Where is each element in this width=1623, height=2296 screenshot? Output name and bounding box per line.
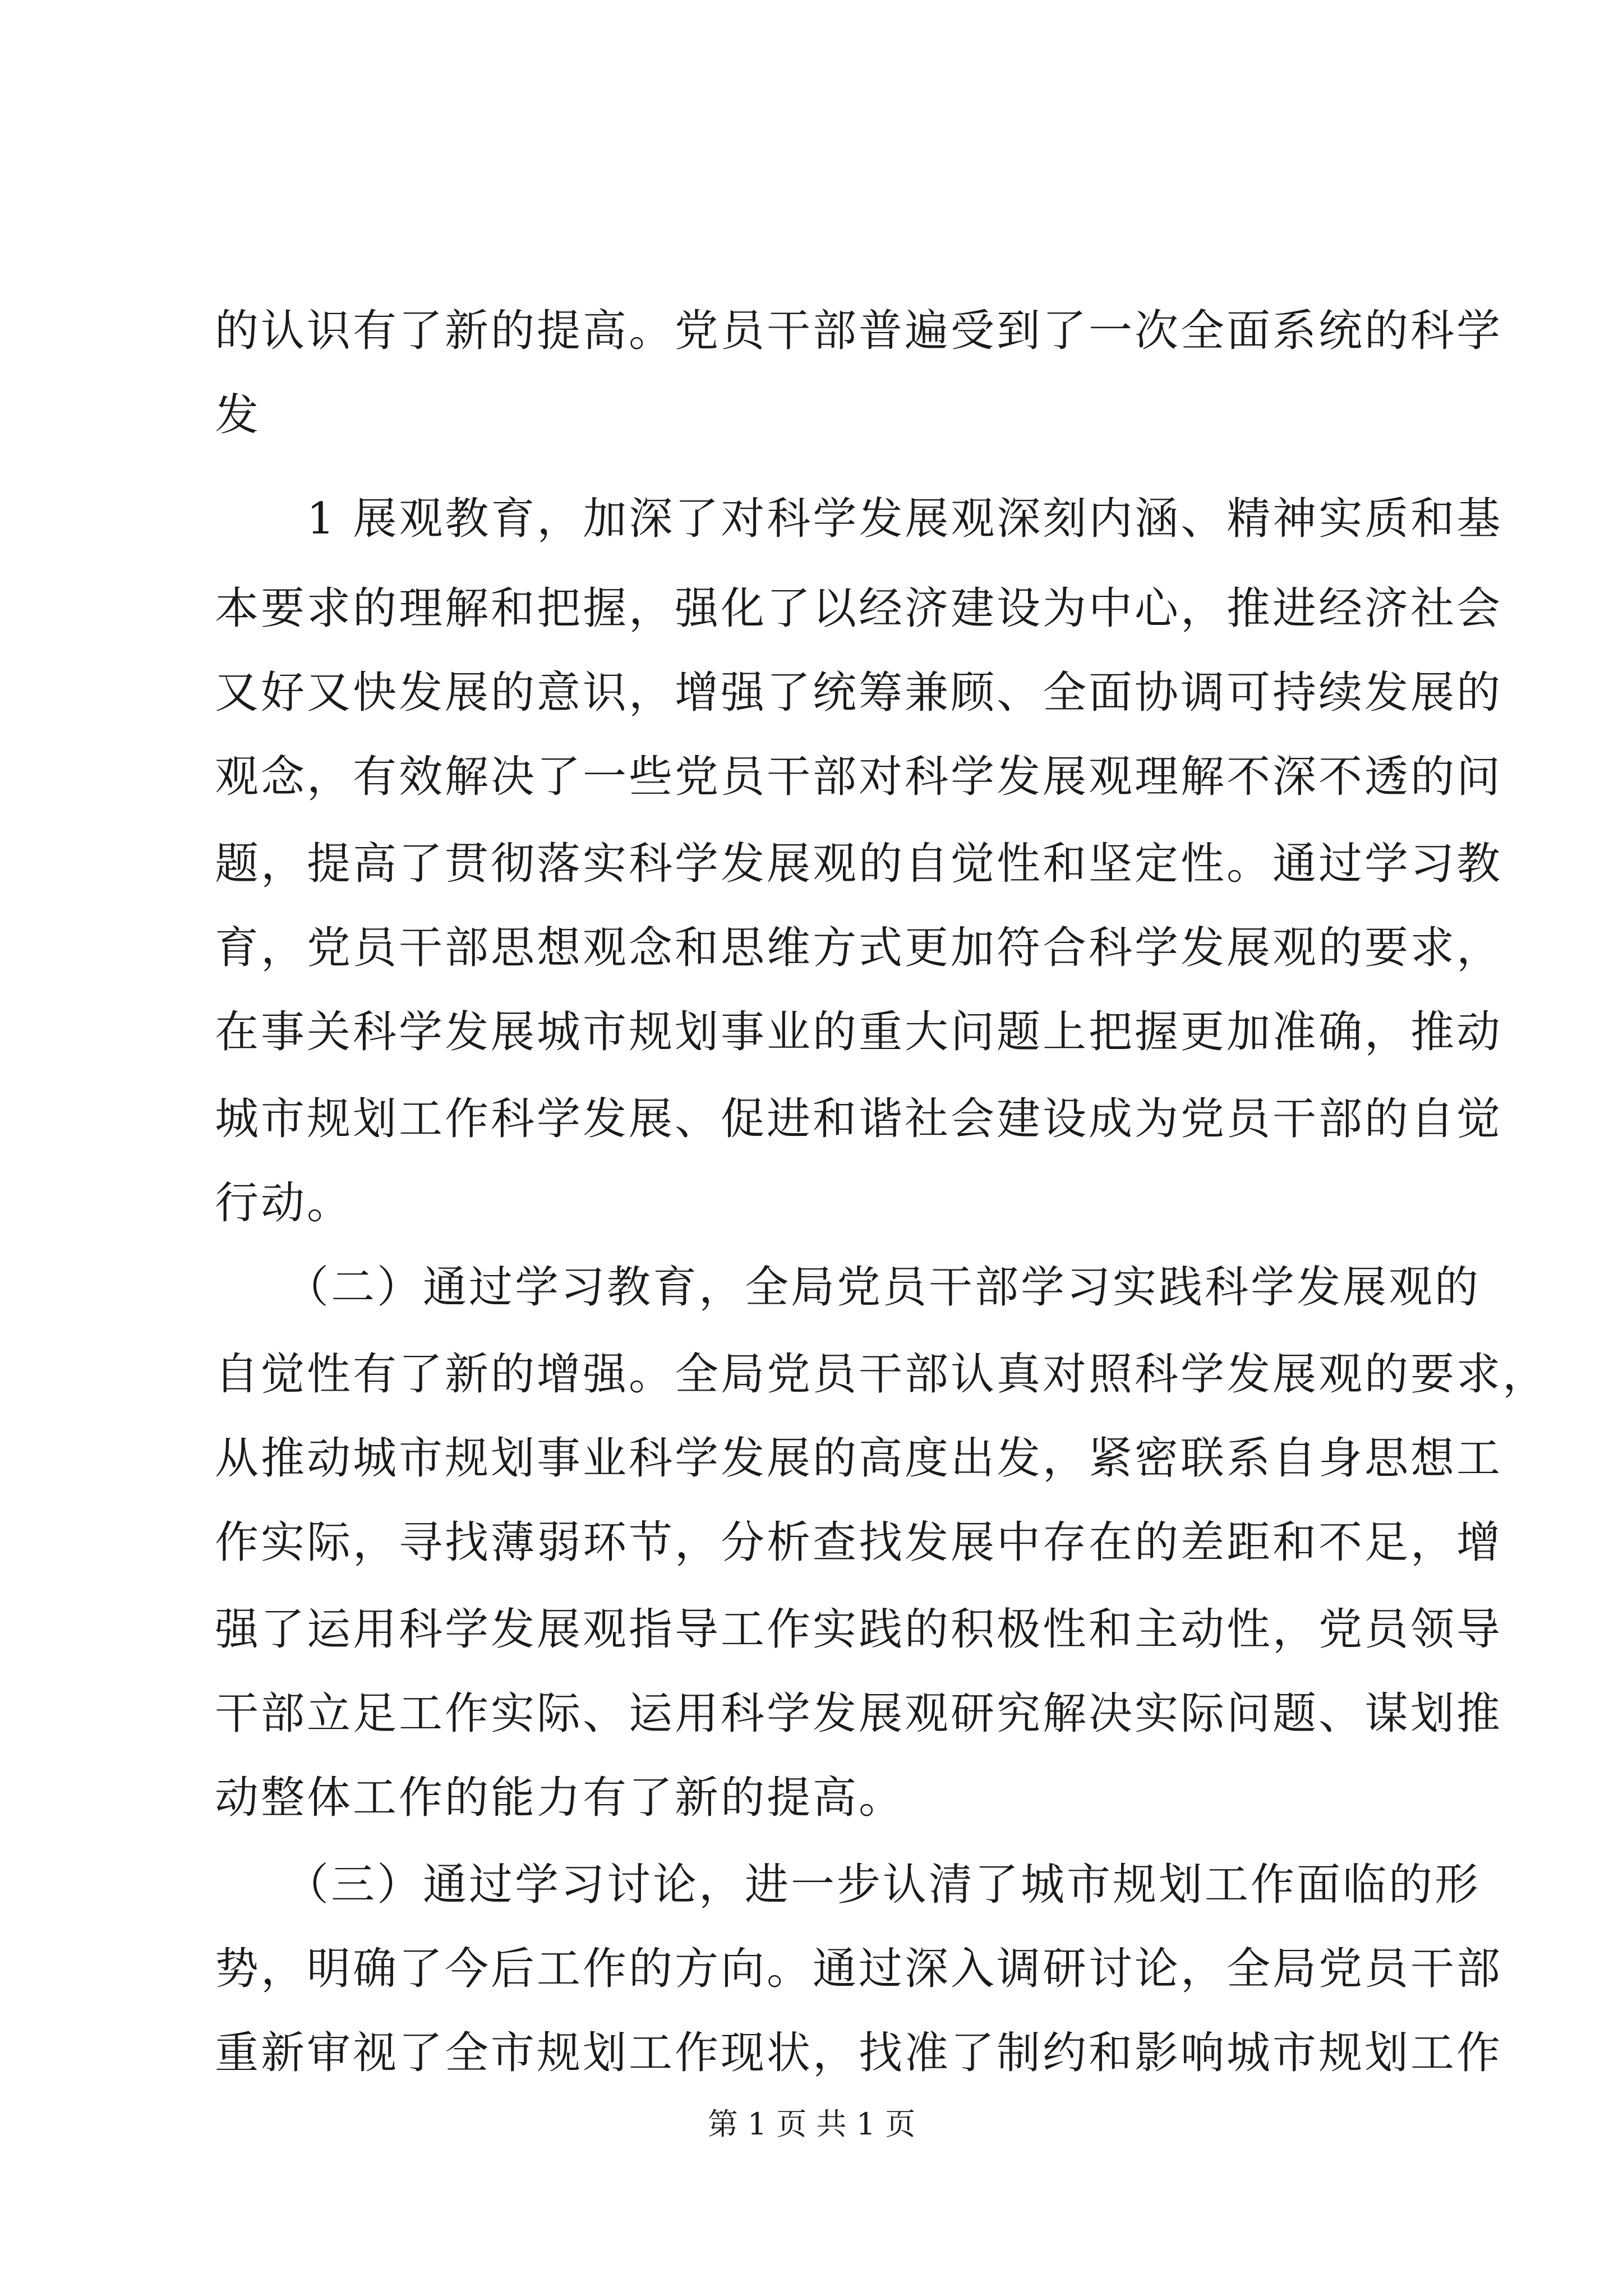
- text-line: 1 展观教育，加深了对科学发展观深刻内涵、精神实质和基: [215, 494, 1503, 544]
- text-line: 行动。: [215, 1178, 353, 1228]
- text-line: （三）通过学习讨论，进一步认清了城市规划工作面临的形: [215, 1860, 1481, 1910]
- text-line: 的认识有了新的提高。党员干部普遍受到了一次全面系统的科学: [215, 306, 1503, 356]
- text-line: 又好又快发展的意识，增强了统筹兼顾、全面协调可持续发展的: [215, 668, 1503, 718]
- text-line: 在事关科学发展城市规划事业的重大问题上把握更加准确，推动: [215, 1007, 1503, 1057]
- page-number-footer: 第 1 页 共 1 页: [707, 2106, 916, 2142]
- text-line: 干部立足工作实际、运用科学发展观研究解决实际问题、谋划推: [215, 1688, 1503, 1739]
- text-line: （二）通过学习教育，全局党员干部学习实践科学发展观的: [215, 1262, 1481, 1313]
- text-line: 发: [215, 390, 261, 440]
- text-line: 重新审视了全市规划工作现状，找准了制约和影响城市规划工作: [215, 2028, 1503, 2078]
- text-line: 自觉性有了新的增强。全局党员干部认真对照科学发展观的要求，: [215, 1349, 1549, 1400]
- text-line: 城市规划工作科学发展、促进和谐社会建设成为党员干部的自觉: [215, 1094, 1503, 1144]
- text-line: 本要求的理解和把握，强化了以经济建设为中心，推进经济社会: [215, 583, 1503, 634]
- text-line: 育，党员干部思想观念和思维方式更加符合科学发展观的要求，: [215, 923, 1503, 973]
- text-line: 观念，有效解决了一些党员干部对科学发展观理解不深不透的问: [215, 752, 1503, 802]
- text-line: 题，提高了贯彻落实科学发展观的自觉性和坚定性。通过学习教: [215, 839, 1503, 889]
- text-line: 强了运用科学发展观指导工作实践的积极性和主动性，党员领导: [215, 1604, 1503, 1655]
- text-line: 从推动城市规划事业科学发展的高度出发，紧密联系自身思想工: [215, 1433, 1503, 1484]
- text-line: 动整体工作的能力有了新的提高。: [215, 1773, 905, 1823]
- text-line: 势，明确了今后工作的方向。通过深入调研讨论，全局党员干部: [215, 1944, 1503, 1994]
- text-line: 作实际，寻找薄弱环节，分析查找发展中存在的差距和不足，增: [215, 1517, 1503, 1568]
